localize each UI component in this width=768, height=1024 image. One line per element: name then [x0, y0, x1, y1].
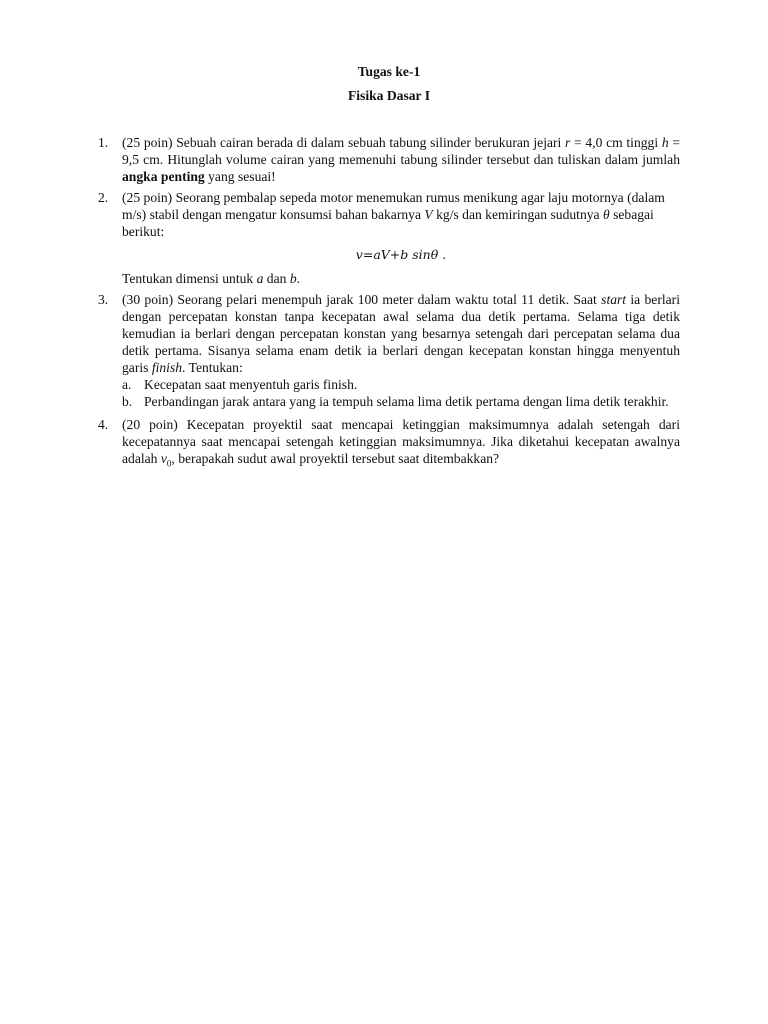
text-run: dan	[263, 271, 290, 286]
text-run: (30 poin) Seorang pelari menempuh jarak 100 meter dalam waktu total 11 detik. Saat	[122, 292, 602, 307]
question-3	[98, 291, 680, 376]
text-run: kg/s dan kemiringan sudutnya	[432, 207, 603, 222]
variable-v: v	[160, 451, 167, 466]
formula	[122, 246, 680, 263]
sub-question-text: Kecepatan saat menyentuh garis finish.	[144, 377, 358, 392]
text-run: Tentukan dimensi untuk	[122, 271, 257, 286]
text-run: yang sesuai!	[204, 169, 276, 184]
course-title: Fisika Dasar I	[347, 88, 431, 103]
question-text	[122, 134, 680, 185]
emphasis-bold: angka penting	[122, 169, 205, 184]
variable-a: a	[256, 271, 264, 286]
variable-h: h	[661, 135, 669, 150]
italic-term: start	[601, 292, 627, 307]
question-number: 1.	[98, 135, 109, 150]
sub-question-list	[98, 376, 680, 410]
text-run: sebagai berikut:	[122, 207, 654, 239]
question-list	[98, 134, 680, 471]
question-number: 4.	[98, 417, 109, 432]
question-instruction	[122, 270, 680, 287]
sub-question-a	[122, 376, 680, 393]
variable-theta: θ	[602, 207, 610, 222]
italic-term: finish	[151, 360, 183, 375]
variable-r: r	[565, 135, 571, 150]
sub-question-b	[122, 393, 680, 410]
text-run: , berapakah sudut awal proyektil tersebut saat ditembakkan?	[171, 451, 500, 466]
question-number: 2.	[98, 190, 109, 205]
sub-question-letter: a.	[122, 377, 132, 392]
text-run: (20 poin) Kecepatan proyektil saat mencapai ketinggian maksimumnya adalah setengah dari kecepatannya saat mencapai setengah ketinggian maksimumnya. Jika diketahui kecepatan awalnya adalah	[122, 417, 680, 466]
variable-V: V	[424, 207, 433, 222]
subscript-0: 0	[166, 458, 172, 469]
question-2	[98, 189, 680, 287]
formula-text: v=aV+b sinθ .	[355, 247, 447, 262]
variable-b: b	[289, 271, 297, 286]
question-text	[122, 416, 680, 467]
sub-question-letter: b.	[122, 394, 133, 409]
text-run: = 9,5 cm. Hitunglah volume cairan yang memenuhi tabung silinder tersebut dan tuliskan dalam jumlah	[122, 135, 680, 167]
question-4	[98, 416, 680, 467]
question-number: 3.	[98, 292, 109, 307]
text-run: (25 poin) Seorang pembalap sepeda motor menemukan rumus menikung agar laju motornya (dalam m/s) stabil dengan mengatur konsumsi bahan bakarnya	[122, 190, 665, 222]
text-run: ia berlari dengan percepatan konstan tanpa kecepatan awal selama dua detik pertama. Selama tiga detik kemudian ia berlari dengan percepatan konstan yang besarnya setengah dari percepatan selama dua detik pertama. Sisanya selama enam detik ia berlari dengan kecepatan konstan hingga menyentuh garis	[122, 292, 680, 375]
question-text	[122, 291, 680, 376]
question-text	[122, 189, 680, 240]
assignment-title: Tugas ke-1	[357, 64, 421, 79]
text-run: = 4,0 cm tinggi	[570, 135, 662, 150]
question-1	[98, 134, 680, 185]
text-run: .	[296, 271, 301, 286]
text-run: . Tentukan:	[182, 360, 243, 375]
sub-question-text: Perbandingan jarak antara yang ia tempuh selama lima detik pertama dengan lima detik terakhir.	[144, 394, 669, 409]
text-run: (25 poin) Sebuah cairan berada di dalam sebuah tabung silinder berukuran jejari	[122, 135, 566, 150]
